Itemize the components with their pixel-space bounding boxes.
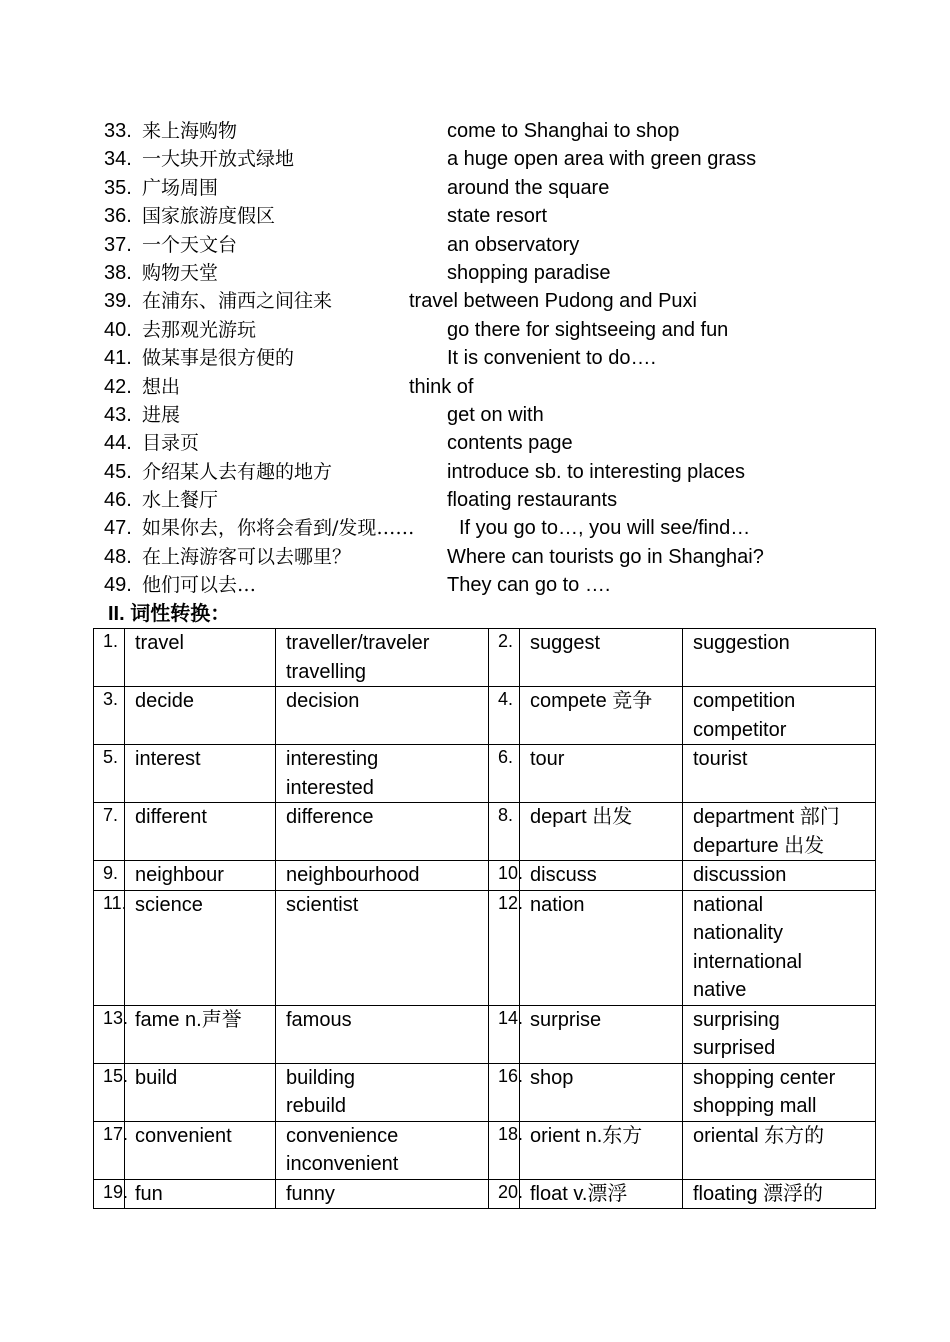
base-word — [125, 861, 276, 891]
base-word-text: neighbour — [135, 864, 224, 886]
phrase-chinese: 去那观光游玩 — [142, 318, 257, 341]
item-index — [489, 1121, 524, 1179]
item-index-label: 12. — [498, 892, 524, 913]
phrase-chinese: 介绍某人去有趣的地方 — [142, 460, 333, 483]
phrase-english: get on with — [447, 403, 544, 426]
phrase-english: go there for sightseeing and fun — [447, 318, 729, 341]
derived-forms — [276, 1005, 489, 1063]
derived-forms — [683, 861, 876, 891]
derived-form: difference — [286, 806, 374, 828]
derived-forms — [276, 687, 489, 745]
table-row — [94, 1179, 876, 1209]
base-word-text: build — [135, 1066, 178, 1089]
phrase-english: an observatory — [447, 233, 580, 256]
phrase-english: It is convenient to do…. — [447, 347, 657, 370]
phrase-row — [0, 514, 950, 542]
item-index-label: 15. — [103, 1065, 129, 1086]
phrase-english: state resort — [447, 205, 548, 228]
derived-form: shopping center — [693, 1066, 836, 1089]
phrase-number: 46. — [104, 489, 132, 512]
base-word — [520, 745, 683, 803]
phrase-chinese: 在浦东、浦西之间往来 — [142, 290, 333, 313]
phrase-number: 44. — [104, 432, 132, 455]
phrase-row — [0, 231, 950, 259]
item-index — [489, 890, 524, 1005]
base-word — [125, 1063, 276, 1121]
derived-form: competition — [693, 690, 796, 712]
derived-form: international — [693, 950, 802, 973]
base-word — [125, 629, 276, 687]
derived-form: suggestion — [693, 632, 790, 654]
phrase-english: contents page — [447, 432, 573, 455]
item-index — [489, 745, 520, 803]
base-word — [125, 1005, 276, 1063]
derived-form: decision — [286, 690, 360, 712]
phrase-english: a huge open area with green grass — [447, 148, 757, 171]
item-index — [489, 861, 524, 891]
phrase-chinese: 一个天文台 — [142, 233, 238, 256]
derived-form: building — [286, 1066, 355, 1089]
phrase-row — [0, 259, 950, 287]
table-row — [94, 890, 876, 1005]
item-index-label: 20. — [498, 1181, 524, 1202]
phrase-number: 33. — [104, 120, 132, 142]
table-row — [94, 803, 876, 861]
base-word-text: shop — [530, 1066, 574, 1089]
phrase-number: 43. — [104, 403, 132, 426]
item-index-label: 18. — [498, 1123, 524, 1144]
phrase-english: shopping paradise — [447, 261, 611, 284]
item-index — [94, 890, 125, 1005]
table-row — [94, 1005, 876, 1063]
base-word — [125, 1179, 276, 1209]
phrase-number: 41. — [104, 347, 132, 370]
derived-form: native — [693, 979, 747, 1001]
base-word-text: discuss — [530, 864, 597, 886]
derived-forms — [683, 1005, 876, 1063]
base-word-text: fun — [135, 1182, 163, 1205]
item-index-label: 13. — [103, 1007, 129, 1028]
item-index — [489, 629, 520, 687]
phrase-chinese: 如果你去，你将会看到/发现…… — [142, 517, 415, 540]
base-word-text: different — [135, 806, 207, 828]
base-word — [520, 861, 683, 891]
item-index-label: 17. — [103, 1123, 129, 1144]
item-index — [94, 803, 125, 861]
base-word-text: science — [135, 893, 203, 916]
phrase-chinese: 在上海游客可以去哪里？ — [142, 545, 352, 568]
table-row — [94, 745, 876, 803]
derived-forms — [683, 1179, 876, 1209]
phrase-number: 42. — [104, 375, 132, 398]
base-word-text: suggest — [530, 632, 601, 654]
word-conversion-table — [93, 628, 876, 1209]
phrase-list — [0, 117, 950, 600]
base-word — [520, 803, 683, 861]
item-index-label: 14. — [498, 1007, 524, 1028]
derived-form: traveller/traveler — [286, 632, 430, 654]
item-index-label: 9. — [103, 863, 119, 883]
phrase-number: 40. — [104, 318, 132, 341]
phrase-number: 37. — [104, 233, 132, 256]
phrase-row — [0, 543, 950, 571]
phrase-chinese: 国家旅游度假区 — [142, 205, 276, 228]
phrase-english: around the square — [447, 176, 610, 199]
derived-form: departure 出发 — [693, 834, 825, 857]
phrase-english: If you go to…, you will see/find… — [459, 517, 751, 540]
table-row — [94, 861, 876, 891]
derived-form: shopping mall — [693, 1095, 817, 1117]
base-word — [125, 890, 276, 1005]
item-index-label: 7. — [103, 805, 119, 825]
phrase-row — [0, 458, 950, 486]
derived-forms — [276, 861, 489, 891]
phrase-english: travel between Pudong and Puxi — [409, 290, 697, 313]
item-index — [489, 1179, 524, 1209]
phrase-chinese: 他们可以去… — [142, 574, 257, 597]
derived-forms — [683, 629, 876, 687]
phrase-number: 38. — [104, 261, 132, 284]
phrase-row — [0, 429, 950, 457]
base-word-text: interest — [135, 748, 201, 770]
phrase-chinese: 想出 — [142, 375, 181, 398]
item-index — [94, 1179, 129, 1209]
base-word — [520, 1179, 683, 1209]
base-word — [520, 890, 683, 1005]
phrase-row — [0, 344, 950, 372]
derived-forms — [683, 1121, 876, 1179]
item-index-label: 4. — [498, 689, 514, 709]
item-index — [94, 687, 125, 745]
phrase-row — [0, 287, 950, 315]
derived-form: rebuild — [286, 1095, 347, 1117]
phrase-chinese: 进展 — [142, 403, 181, 426]
item-index — [489, 687, 520, 745]
phrase-chinese: 做某事是很方便的 — [142, 347, 295, 370]
phrase-number: 47. — [104, 517, 132, 540]
phrase-english: They can go to …. — [447, 574, 611, 597]
base-word — [125, 803, 276, 861]
derived-form: oriental 东方的 — [693, 1124, 825, 1147]
base-word-text: orient n.东方 — [530, 1124, 643, 1147]
item-index — [94, 1005, 129, 1063]
derived-form: discussion — [693, 864, 787, 886]
base-word-text: float v.漂浮 — [530, 1182, 628, 1205]
derived-form: surprised — [693, 1037, 776, 1059]
derived-forms — [683, 745, 876, 803]
item-index — [94, 1121, 129, 1179]
base-word — [125, 1121, 276, 1179]
phrase-row — [0, 145, 950, 173]
derived-form: department 部门 — [693, 806, 840, 828]
base-word-text: compete 竞争 — [530, 690, 653, 712]
base-word-text: nation — [530, 893, 585, 916]
derived-forms — [276, 1063, 489, 1121]
base-word-text: surprise — [530, 1008, 602, 1031]
derived-forms — [276, 1121, 489, 1179]
item-index-label: 1. — [103, 631, 119, 651]
derived-form: interesting — [286, 748, 379, 770]
base-word — [520, 687, 683, 745]
derived-form: travelling — [286, 660, 367, 683]
item-index-label: 5. — [103, 747, 119, 767]
phrase-row — [0, 202, 950, 230]
derived-form: tourist — [693, 748, 748, 770]
item-index-label: 8. — [498, 805, 514, 825]
phrase-chinese: 一大块开放式绿地 — [142, 148, 295, 171]
item-index — [94, 745, 125, 803]
phrase-english: come to Shanghai to shop — [447, 120, 680, 142]
item-index-label: 6. — [498, 747, 514, 767]
derived-form: convenience — [286, 1124, 399, 1147]
phrase-number: 45. — [104, 460, 132, 483]
base-word — [520, 1121, 683, 1179]
phrase-number: 48. — [104, 545, 132, 568]
phrase-row — [0, 117, 950, 145]
phrase-english: floating restaurants — [447, 489, 618, 512]
base-word — [520, 1063, 683, 1121]
phrase-chinese: 目录页 — [142, 432, 200, 455]
derived-forms — [276, 745, 489, 803]
base-word-text: decide — [135, 690, 194, 712]
derived-form: scientist — [286, 893, 359, 916]
phrase-row — [0, 401, 950, 429]
section-title: II. 词性转换： — [108, 603, 231, 625]
base-word-text: convenient — [135, 1124, 232, 1147]
table-row — [94, 1063, 876, 1121]
phrase-english: introduce sb. to interesting places — [447, 460, 745, 483]
derived-forms — [683, 803, 876, 861]
derived-form: neighbourhood — [286, 864, 420, 886]
phrase-number: 35. — [104, 176, 132, 199]
phrase-row — [0, 486, 950, 514]
base-word-text: tour — [530, 748, 565, 770]
phrase-number: 36. — [104, 205, 132, 228]
derived-form: competitor — [693, 718, 787, 741]
derived-form: surprising — [693, 1008, 780, 1031]
base-word-text: travel — [135, 632, 184, 654]
derived-forms — [683, 890, 876, 1005]
phrase-chinese: 水上餐厅 — [142, 489, 219, 512]
phrase-row — [0, 174, 950, 202]
item-index-label: 19. — [103, 1181, 129, 1202]
phrase-row — [0, 316, 950, 344]
phrase-number: 34. — [104, 148, 132, 171]
derived-forms — [683, 687, 876, 745]
phrase-english: think of — [409, 375, 474, 398]
item-index-label: 2. — [498, 631, 514, 651]
table-row — [94, 629, 876, 687]
base-word-text: fame n.声誉 — [135, 1008, 242, 1031]
phrase-row — [0, 373, 950, 401]
phrase-number: 49. — [104, 574, 132, 597]
item-index — [489, 803, 520, 861]
table-row — [94, 1121, 876, 1179]
phrase-english: Where can tourists go in Shanghai? — [447, 545, 764, 568]
phrase-row — [0, 571, 950, 599]
base-word — [520, 1005, 683, 1063]
table-row — [94, 687, 876, 745]
derived-forms — [276, 890, 489, 1005]
item-index-label: 11. — [103, 892, 127, 913]
item-index-label: 3. — [103, 689, 119, 709]
phrase-chinese: 来上海购物 — [142, 120, 238, 142]
phrase-chinese: 购物天堂 — [142, 261, 219, 284]
base-word — [125, 745, 276, 803]
item-index — [94, 861, 125, 891]
derived-form: funny — [286, 1182, 335, 1205]
item-index — [94, 629, 125, 687]
derived-form: floating 漂浮的 — [693, 1182, 824, 1205]
base-word-text: depart 出发 — [530, 806, 633, 828]
derived-forms — [276, 1179, 489, 1209]
item-index-label: 10. — [498, 863, 524, 883]
derived-form: interested — [286, 776, 374, 799]
derived-forms — [276, 629, 489, 687]
derived-form: inconvenient — [286, 1153, 399, 1175]
item-index — [489, 1005, 524, 1063]
derived-form: national — [693, 893, 764, 916]
phrase-chinese: 广场周围 — [142, 176, 219, 199]
phrase-number: 39. — [104, 290, 132, 313]
item-index — [489, 1063, 524, 1121]
derived-form: famous — [286, 1008, 352, 1031]
item-index-label: 16. — [498, 1065, 524, 1086]
base-word — [520, 629, 683, 687]
derived-form: nationality — [693, 922, 784, 944]
item-index — [94, 1063, 129, 1121]
derived-forms — [276, 803, 489, 861]
derived-forms — [683, 1063, 876, 1121]
base-word — [125, 687, 276, 745]
